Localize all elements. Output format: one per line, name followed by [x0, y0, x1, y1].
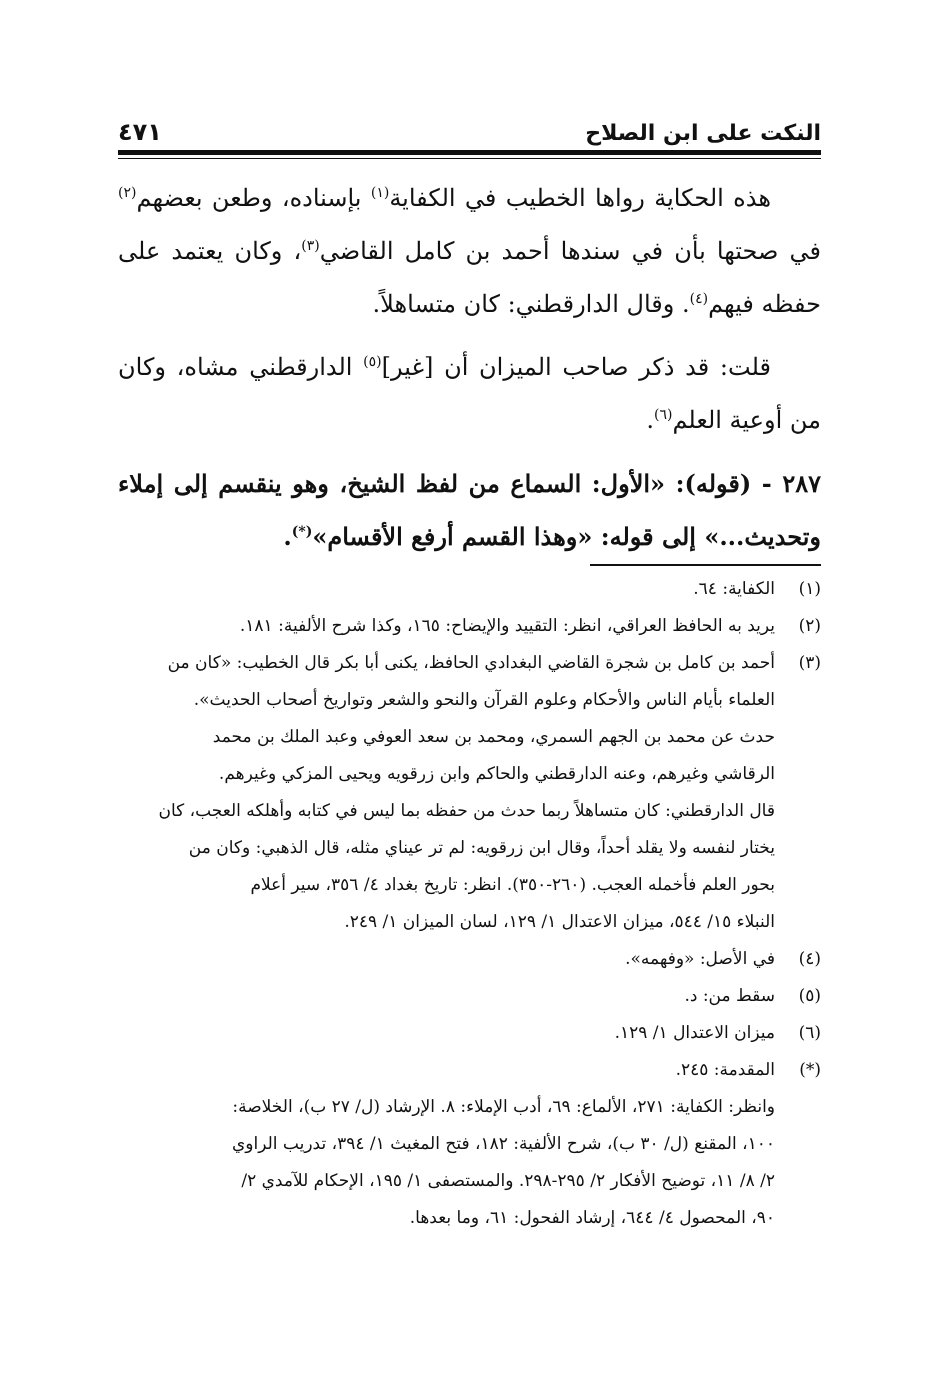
section-heading-287: ٢٨٧ - (قوله): «الأول: السماع من لفظ الشيخ، وهو ينقسم إلى إملاء وتحديث...» إلى قوله: «وهذا القسم أرفع الأقسام»(*).: [118, 469, 821, 551]
footnote-ref-6[interactable]: (٦): [653, 407, 673, 423]
footnote-6: (٦) ميزان الاعتدال ١/ ١٢٩.: [118, 1015, 821, 1052]
footnote-4: (٤) في الأصل: «وفهمه».: [118, 941, 821, 978]
header-rule-thin: [118, 158, 821, 159]
footnote-separator: [590, 564, 821, 566]
header-rule: [118, 150, 821, 155]
footnote-mark: (٢): [798, 616, 821, 636]
footnote-ref-star[interactable]: (*): [291, 524, 313, 540]
footnotes: [118, 571, 821, 1237]
footnote-mark: (١): [798, 579, 821, 599]
footnote-ref-1[interactable]: (١): [370, 185, 390, 201]
footnote-3: (٣) أحمد بن كامل بن شجرة القاضي البغدادي الحافظ، يكنى أبا بكر قال الخطيب: «كان من العلماء بأيام الناس والأحكام وعلوم القرآن والنحو والشعر وتواريخ أصحاب الحديث». حدث عن محمد بن الجهم السمري، ومحمد بن سعد العوفي وعبد الملك بن محمد الرقاشي وغيرهم، وعنه الدارقطني والحاكم وابن زرقويه ويحيى المزكي وغيرهم. قال الدارقطني: كان متساهلاً ربما حدث من حفظه بما ليس في كتابه وأهلكه العجب، كان يختار لنفسه ولا يقلد أحداً، وقال ابن زرقويه: لم تر عيناي مثله، قال الذهبي: وكان من بحور العلم فأخمله العجب. (٢٦٠-٣٥٠). انظر: تاريخ بغداد ٤/ ٣٥٦، سير أعلام النبلاء ١٥/ ٥٤٤، ميزان الاعتدال ١/ ١٢٩، لسان الميزان ١/ ٢٤٩.: [118, 645, 821, 941]
references-block: وانظر: الكفاية: ٢٧١، الألماع: ٦٩، أدب الإملاء: ٨. الإرشاد (ل/ ٢٧ ب)، الخلاصة: ١٠٠، المقنع (ل/ ٣٠ ب)، شرح الألفية: ١٨٢، فتح المغيث ١/ ٣٩٤، تدريب الراوي ٢/ ٨/ ١١، توضيح الأفكار ٢/ ٢٩٥-٢٩٨. والمستصفى ١/ ١٩٥، الإحكام للآمدي ٢/ ٩٠، المحصول ٤/ ٦٤٤، إرشاد الفحول: ٦١، وما بعدها.: [232, 1097, 775, 1228]
book-title: النكت على ابن الصلاح: [585, 121, 821, 146]
page-number: ٤٧١: [118, 118, 162, 146]
running-header: [118, 110, 821, 146]
footnote-5: (٥) سقط من: د.: [118, 978, 821, 1015]
footnote-ref-4[interactable]: (٤): [689, 291, 709, 307]
footnote-ref-5[interactable]: (٥): [363, 354, 382, 370]
footnote-mark: (٤): [798, 949, 821, 969]
paragraph-1: هذه الحكاية رواها الخطيب في الكفاية$^{(١)}$ بإسناده، وطعن بعضهم$^{(٢)}$ في صحتها بأن في سندها أحمد بن كامل القاضي$^{(٣)}$، وكان يعتمد على حفظه فيهم$^{(٤)}$. وقال الدارقطني: كان متساهلاً.: [118, 184, 821, 318]
footnote-mark: (*): [799, 1060, 821, 1080]
paragraph-2: قلت: قد ذكر صاحب الميزان أن [غير]$^{(٥)}$ الدارقطني مشاه، وكان من أوعية العلم$^{(٦)}$.: [118, 353, 821, 434]
footnote-ref-2[interactable]: (٢): [118, 185, 137, 201]
footnote-mark: (٥): [798, 986, 821, 1006]
footnote-star: (*) المقدمة: ٢٤٥.: [118, 1052, 821, 1089]
footnote-2: (٢) يريد به الحافظ العراقي، انظر: التقييد والإيضاح: ١٦٥، وكذا شرح الألفية: ١٨١.: [118, 608, 821, 645]
footnote-mark: (٦): [798, 1023, 821, 1043]
footnote-mark: (٣): [798, 653, 821, 673]
footnote-1: (١) الكفاية: ٦٤.: [118, 571, 821, 608]
footnote-ref-3[interactable]: (٣): [301, 238, 320, 254]
main-text: [118, 172, 821, 573]
